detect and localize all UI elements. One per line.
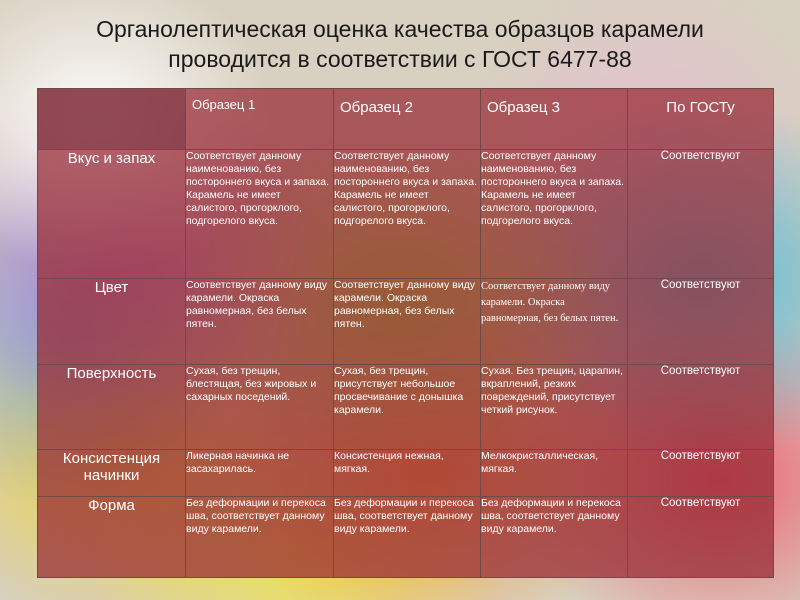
gost-cell: Соответствуют	[628, 497, 774, 578]
slide-title	[20, 14, 780, 74]
table-cell: Сухая. Без трещин, царапин, вкраплений, резких повреждений, присутствует четкий рисунок.	[481, 365, 628, 450]
gost-cell: Соответствуют	[628, 450, 774, 497]
gost-cell: Соответствуют	[628, 150, 774, 279]
table-cell: Соответствует данному наименованию, без постороннего вкуса и запаха. Карамель не имеет салистого, прогорклого, подгорелого вкуса.	[334, 150, 481, 279]
table-row	[38, 497, 774, 578]
title-line-1: Органолептическая оценка качества образцов карамели	[96, 16, 704, 42]
table-cell: Сухая, без трещин, присутствует небольшое просвечивание с донышка карамели.	[334, 365, 481, 450]
gost-cell: Соответствуют	[628, 365, 774, 450]
header-sample-1: Образец 1	[186, 89, 334, 150]
table-cell: Ликерная начинка не засахарилась.	[186, 450, 334, 497]
table-header-row	[38, 89, 774, 150]
table-cell: Соответствует данному наименованию, без постороннего вкуса и запаха. Карамель не имеет салистого, прогорклого, подгорелого вкуса.	[186, 150, 334, 279]
table-cell: Без деформации и перекоса шва, соответствует данному виду карамели.	[481, 497, 628, 578]
table-cell: Сухая, без трещин, блестящая, без жировых и сахарных поседений.	[186, 365, 334, 450]
gost-cell: Соответствуют	[628, 279, 774, 365]
table-row	[38, 150, 774, 279]
table-cell: Соответствует данному виду карамели. Окраска равномерная, без белых пятен.	[334, 279, 481, 365]
row-label-filling: Консистенция начинки	[38, 450, 186, 497]
table-cell: Соответствует данному наименованию, без постороннего вкуса и запаха. Карамель не имеет салистого, прогорклого, подгорелого вкуса.	[481, 150, 628, 279]
table-row	[38, 279, 774, 365]
row-label-taste-smell: Вкус и запах	[38, 150, 186, 279]
header-sample-2: Образец 2	[334, 89, 481, 150]
row-label-shape: Форма	[38, 497, 186, 578]
title-line-2: проводится в соответствии с ГОСТ 6477-88	[168, 46, 632, 72]
table-row	[38, 450, 774, 497]
table-cell: Без деформации и перекоса шва, соответствует данному виду карамели.	[186, 497, 334, 578]
table-cell: Консистенция нежная, мягкая.	[334, 450, 481, 497]
table-row	[38, 365, 774, 450]
header-gost: По ГОСТу	[628, 89, 774, 150]
table-cell: Мелкокристаллическая, мягкая.	[481, 450, 628, 497]
header-sample-3: Образец 3	[481, 89, 628, 150]
quality-assessment-table	[37, 88, 774, 578]
row-label-color: Цвет	[38, 279, 186, 365]
table-cell: Без деформации и перекоса шва, соответствует данному виду карамели.	[334, 497, 481, 578]
row-label-surface: Поверхность	[38, 365, 186, 450]
table-cell: Соответствует данному виду карамели. Окраска равномерная, без белых пятен.	[481, 279, 628, 365]
header-corner-cell	[38, 89, 186, 150]
table-cell: Соответствует данному виду карамели. Окраска равномерная, без белых пятен.	[186, 279, 334, 365]
